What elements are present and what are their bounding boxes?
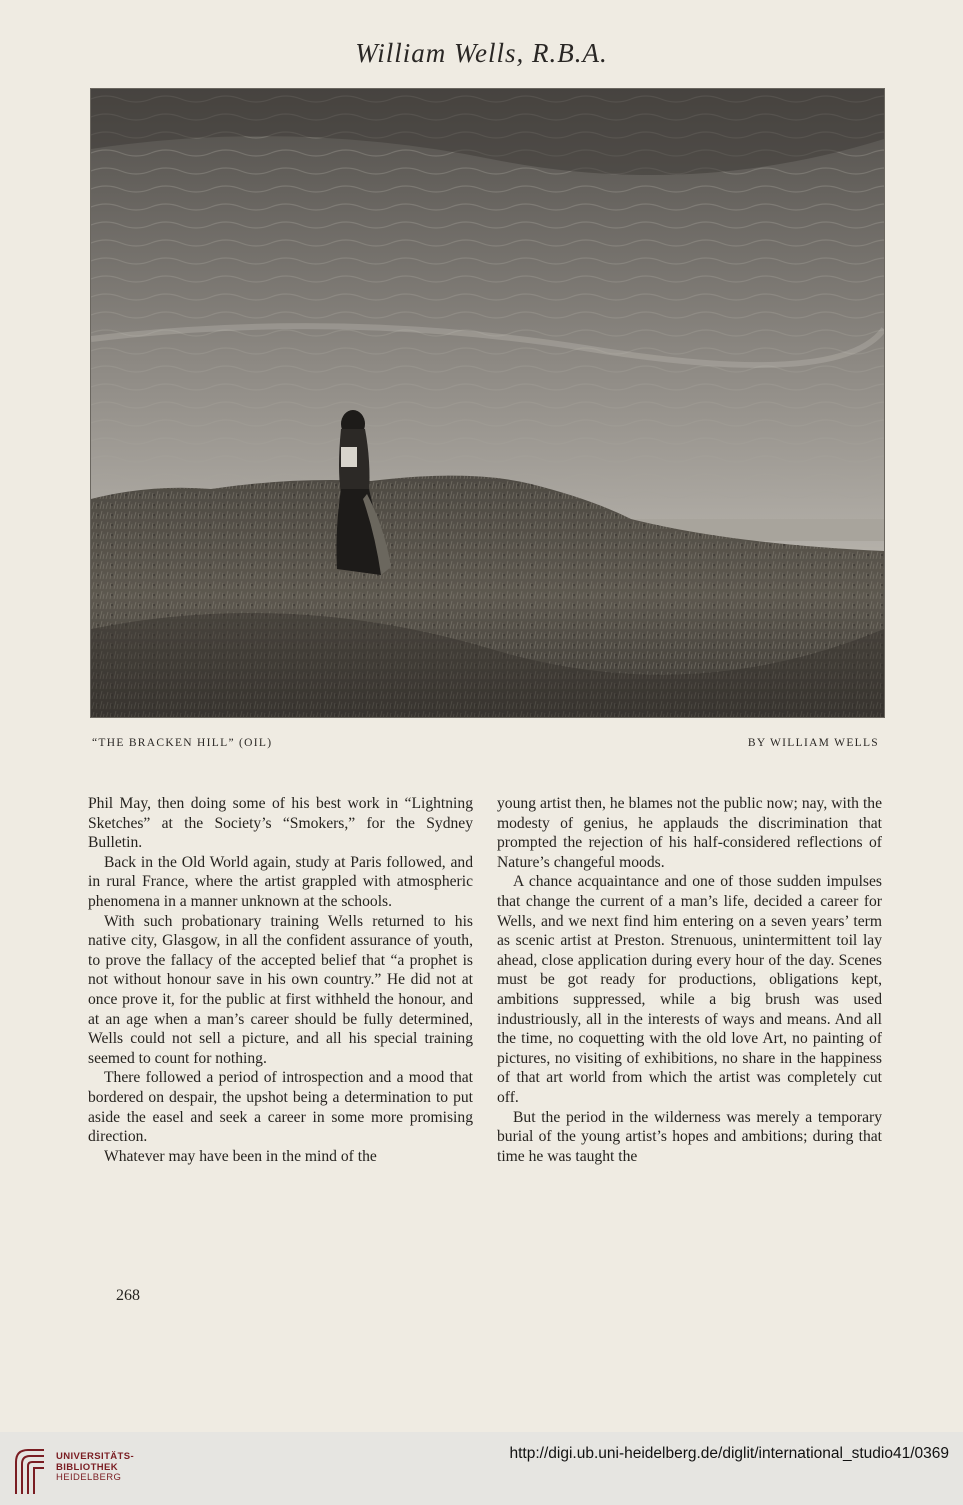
viewer-footer (0, 1432, 963, 1505)
running-head: William Wells, R.B.A. (355, 38, 608, 68)
library-name (56, 1452, 134, 1484)
library-logo-icon (10, 1444, 50, 1496)
library-name-line: HEIDELBERG (56, 1472, 122, 1483)
paragraph: With such probationary training Wells returned to his native city, Glasgow, in all the confident assurance of youth, to prove the fallacy of the accepted belief that “a prophet is not without honour save in his own country.” He did not at once prove it, for the public at first withheld the honour, and at an age when a man’s career should be fully determined, Wells could not sell a picture, and all his special training seemed to count for nothing. (88, 912, 473, 1067)
paragraph: Whatever may have been in the mind of the (104, 1147, 377, 1165)
text-column-left (88, 794, 473, 1166)
paragraph: A chance acquaintance and one of those sudden impulses that change the current of a man’s life, decided a career for Wells, and we next find him entering on a seven years’ term as scenic artist at Preston. Strenuous, unintermittent toil lay ahead, close application during every hour of the day. Scenes must be got ready for productions, obligations kept, ambitions suppressed, while a big brush was used industriously, all in the interests of ways and means. And all the time, no coquetting with the old love Art, no painting of pictures, no visiting of exhibitions, no share in the happiness of that art world from which the artist was completely cut off. (497, 873, 882, 1106)
paragraph: Phil May, then doing some of his best work in “Lightning Sketches” at the Society’s “Smokers,” for the Sydney Bulletin. (88, 795, 473, 852)
library-name-line: UNIVERSITÄTS- (56, 1451, 135, 1462)
paragraph: young artist then, he blames not the public now; nay, with the modesty of genius, he applauds the discrimination that prompted the rejection of his half-considered reflections of Nature’s changeful moods. (497, 795, 882, 871)
page-number: 268 (116, 1287, 140, 1304)
text-column-right (497, 794, 882, 1166)
plate-caption-credit: BY WILLIAM WELLS (747, 737, 879, 749)
library-name-line: BIBLIOTHEK (56, 1461, 119, 1473)
bracken-hill-painting (90, 88, 885, 718)
source-url-link[interactable]: http://digi.ub.uni-heidelberg.de/diglit/international_studio41/0369 (509, 1445, 949, 1462)
paragraph: There followed a period of introspection and a mood that bordered on despair, the upshot being a determination to put aside the easel and seek a career in some more promising direction. (88, 1069, 473, 1146)
paragraph: But the period in the wilderness was merely a temporary burial of the young artist’s hopes and ambitions; during that time he was taught the (497, 1108, 882, 1165)
plate-caption-title: “THE BRACKEN HILL” (OIL) (92, 737, 273, 749)
paragraph: Back in the Old World again, study at Paris followed, and in rural France, where the artist grappled with atmospheric phenomena in a manner unknown at the schools. (88, 853, 473, 910)
